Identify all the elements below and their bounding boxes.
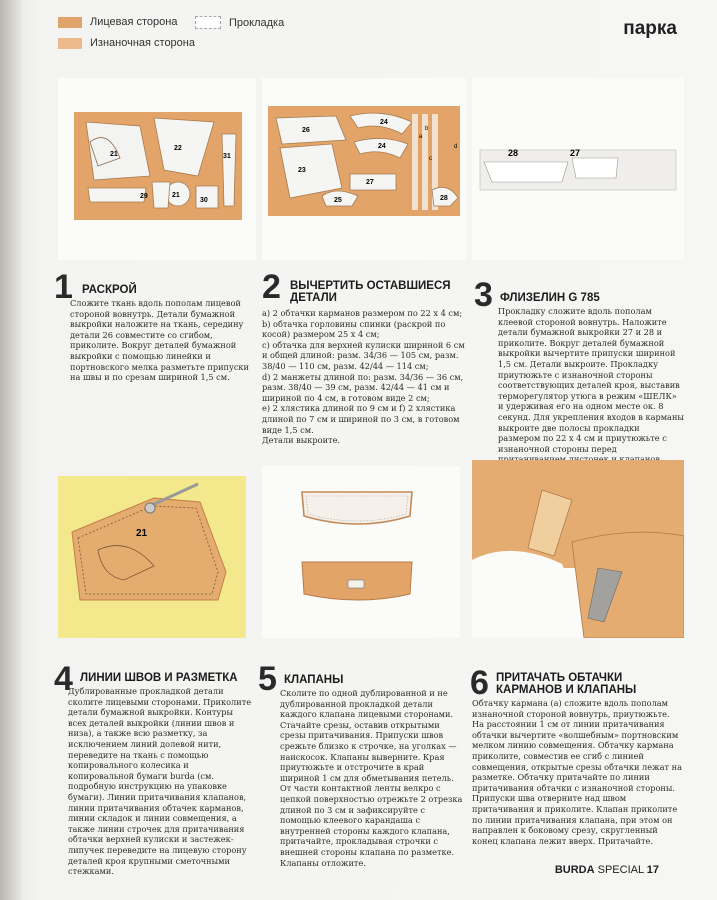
p2-label-c: c <box>429 156 432 162</box>
p2-num-24a: 24 <box>380 119 388 126</box>
step-4-title: ЛИНИИ ШВОВ И РАЗМЕТКА <box>80 672 238 684</box>
step-5-title: КЛАПАНЫ <box>284 674 344 686</box>
legend-interfacing <box>195 16 284 29</box>
step-4-number: 4 <box>54 660 73 698</box>
step-5-number: 5 <box>258 660 277 698</box>
p2-label-b: b <box>425 126 429 132</box>
step-2 <box>262 268 468 446</box>
step-2-number: 2 <box>262 268 281 306</box>
p1-num-29: 29 <box>140 193 148 200</box>
step-1-number: 1 <box>54 268 73 306</box>
interfacing-swatch <box>195 16 221 29</box>
p4-num-21: 21 <box>136 528 148 539</box>
p2-num-23: 23 <box>298 167 306 174</box>
photo-interfacing <box>472 78 684 260</box>
p3-num-27: 27 <box>570 148 581 158</box>
step-5-body: Сколите по одной дублированной и не дублированной прокладкой детали каждого клапана лицевыми сторонами. Стачайте срезы, оставив открытыми срезы притачивания. Припуски швов срежьте близко к строчке, на уголках — наискосок. Клапаны выверните. Края приутюжьте и отстрочите в край шириной 1 см для обметывания петель. От части контактной ленты велкро с цепкой поверхностью отрежьте 2 отрезка длиной по 3 см и зафиксируйте с помощью клеевого карандаша с внутренней стороны каждого клапана, притачайте, прокладывая строчки с внешней стороны клапана по разметке. Клапаны отложите. <box>280 688 463 868</box>
page-spine-shadow <box>0 0 22 900</box>
page-title: парка <box>623 18 677 39</box>
step-3-number: 3 <box>474 276 493 314</box>
step-3 <box>472 276 684 476</box>
face-side-swatch <box>58 17 82 28</box>
step-1 <box>54 268 254 383</box>
photo-flaps <box>262 466 460 638</box>
step-4 <box>54 660 252 877</box>
p2-num-26: 26 <box>302 127 310 134</box>
step-6-number: 6 <box>470 664 489 702</box>
p2-num-27: 27 <box>366 179 374 186</box>
p2-label-a: a <box>419 134 423 140</box>
photo-cutting-layout <box>58 78 256 260</box>
step-5 <box>258 660 464 868</box>
p1-num-21b: 21 <box>172 192 180 199</box>
footer-brand: BURDA <box>554 864 595 876</box>
step-4-body: Дублированные прокладкой детали сколите лицевыми сторонами. Приколите детали бумажной выкройки. Контуры всех деталей выкройки (линии швов и низа), а также всю разметку, за исключением линий долевой нити, переведите на ткань с помощью копировального колесика и копировальной бумаги burda (см. подробную инструкцию на упаковке бумаги). Линии притачивания клапанов, линии притачивания обтачек карманов, линии складок и линии совмещения, а также линии строчек для притачивания обтачки верхней кулиски и застежек-липучек переведите на лицевую сторону деталей кроя крупными сметочными стежками. <box>68 686 252 877</box>
legend-face-label: Лицевая сторона <box>90 16 178 28</box>
step-3-title: ФЛИЗЕЛИН G 785 <box>500 292 600 304</box>
p2-label-d: d <box>454 144 458 150</box>
page-footer <box>555 864 659 876</box>
p2-num-28: 28 <box>440 195 448 202</box>
photo-pocket-facings <box>472 460 684 638</box>
p2-num-25: 25 <box>334 197 342 204</box>
step-2-title: ВЫЧЕРТИТЬ ОСТАВШИЕСЯ ДЕТАЛИ <box>290 280 451 304</box>
legend-wrong-side <box>58 37 195 49</box>
step-6-title: ПРИТАЧАТЬ ОБТАЧКИ КАРМАНОВ И КЛАПАНЫ <box>496 672 637 696</box>
photo-remaining-pieces <box>262 78 466 260</box>
p3-num-28: 28 <box>508 148 519 158</box>
step-2-body: а) 2 обтачки карманов размером по 22 x 4 см; b) обтачка горловины спинки (раскрой по косой) размером 25 x 4 см; с) обтачка для верхней кулиски шириной 6 см и общей длиной: разм. 34/36 — 105 см, разм. 38/40 — 110 см, разм. 42/44 — 114 см; d) 2 манжеты длиной по: разм. 34/36 — 36 см, разм. 38/40 — 39 см, разм. 42/44 — 41 см и шириной по 4 см, в готовом виде 2 см; e) 2 хлястика длиной по 9 см и f) 2 хлястика длиной по 7 см и шириной по 3 см, в готовом виде 1,5 см. Детали выкроите. <box>262 308 465 446</box>
footer-edition: SPECIAL <box>597 864 644 876</box>
wrong-side-swatch <box>58 38 82 49</box>
legend-wrong-label: Изнаночная сторона <box>90 37 195 49</box>
p1-num-21a: 21 <box>110 151 118 158</box>
p1-num-22: 22 <box>174 145 182 152</box>
footer-page-number: 17 <box>646 864 659 876</box>
step-6 <box>470 664 684 846</box>
step-1-title: РАСКРОЙ <box>82 284 137 296</box>
p1-num-31: 31 <box>223 153 231 160</box>
p1-num-30: 30 <box>200 197 208 204</box>
legend-interfacing-label: Прокладка <box>229 16 285 29</box>
photo-tracing-wheel <box>58 476 246 638</box>
step-6-body: Обтачку кармана (а) сложите вдоль пополам изнаночной стороной вовнутрь, приутюжьте. На расстоянии 1 см от линии притачивания обтачки вычертите «волшебным» портновским мелком линию совмещения. Обтачку кармана приколите, совместив ее сгиб с линией совмещения, открытые срезы обтачки лежат на разметке. Обтачку притачайте по линии притачивания обтачки с изнаночной стороны. Припуски шва отверните над швом притачивания и приколите. Клапан приколите по линии притачивания клапана, при этом он направлен к боковому срезу, скругленный конец клапана лежит вверх. Притачайте. <box>472 698 682 846</box>
p2-num-24b: 24 <box>378 143 386 150</box>
step-1-body: Сложите ткань вдоль пополам лицевой стороной вовнутрь. Детали бумажной выкройки наложите на ткань, середину детали 26 совместите со сгибом, приколите. Вокруг деталей бумажной выкройки с помощью линейки и портновского мелка разметьте припуски на швы и по срезам шириной 1,5 см. <box>70 298 249 383</box>
step-3-body: Прокладку сложите вдоль пополам клеевой стороной вовнутрь. Наложите детали бумажной выкройки 27 и 28 и приколите. Вокруг деталей бумажной выкройки вычертите припуски шириной 1,5 см. Детали выкроите. Прокладку приутюжьте с изнаночной стороны соответствующих деталей кроя, выставив терморегулятор утюга в режим «ШЕЛК» и удерживая его на одном месте ок. 8 секунд. Для укрепления входов в карманы выкроите две полосы прокладки размером по 22 x 4 см и приутюжьте с изнаночной стороны перед <box>498 306 684 454</box>
legend-face-side <box>58 16 177 28</box>
